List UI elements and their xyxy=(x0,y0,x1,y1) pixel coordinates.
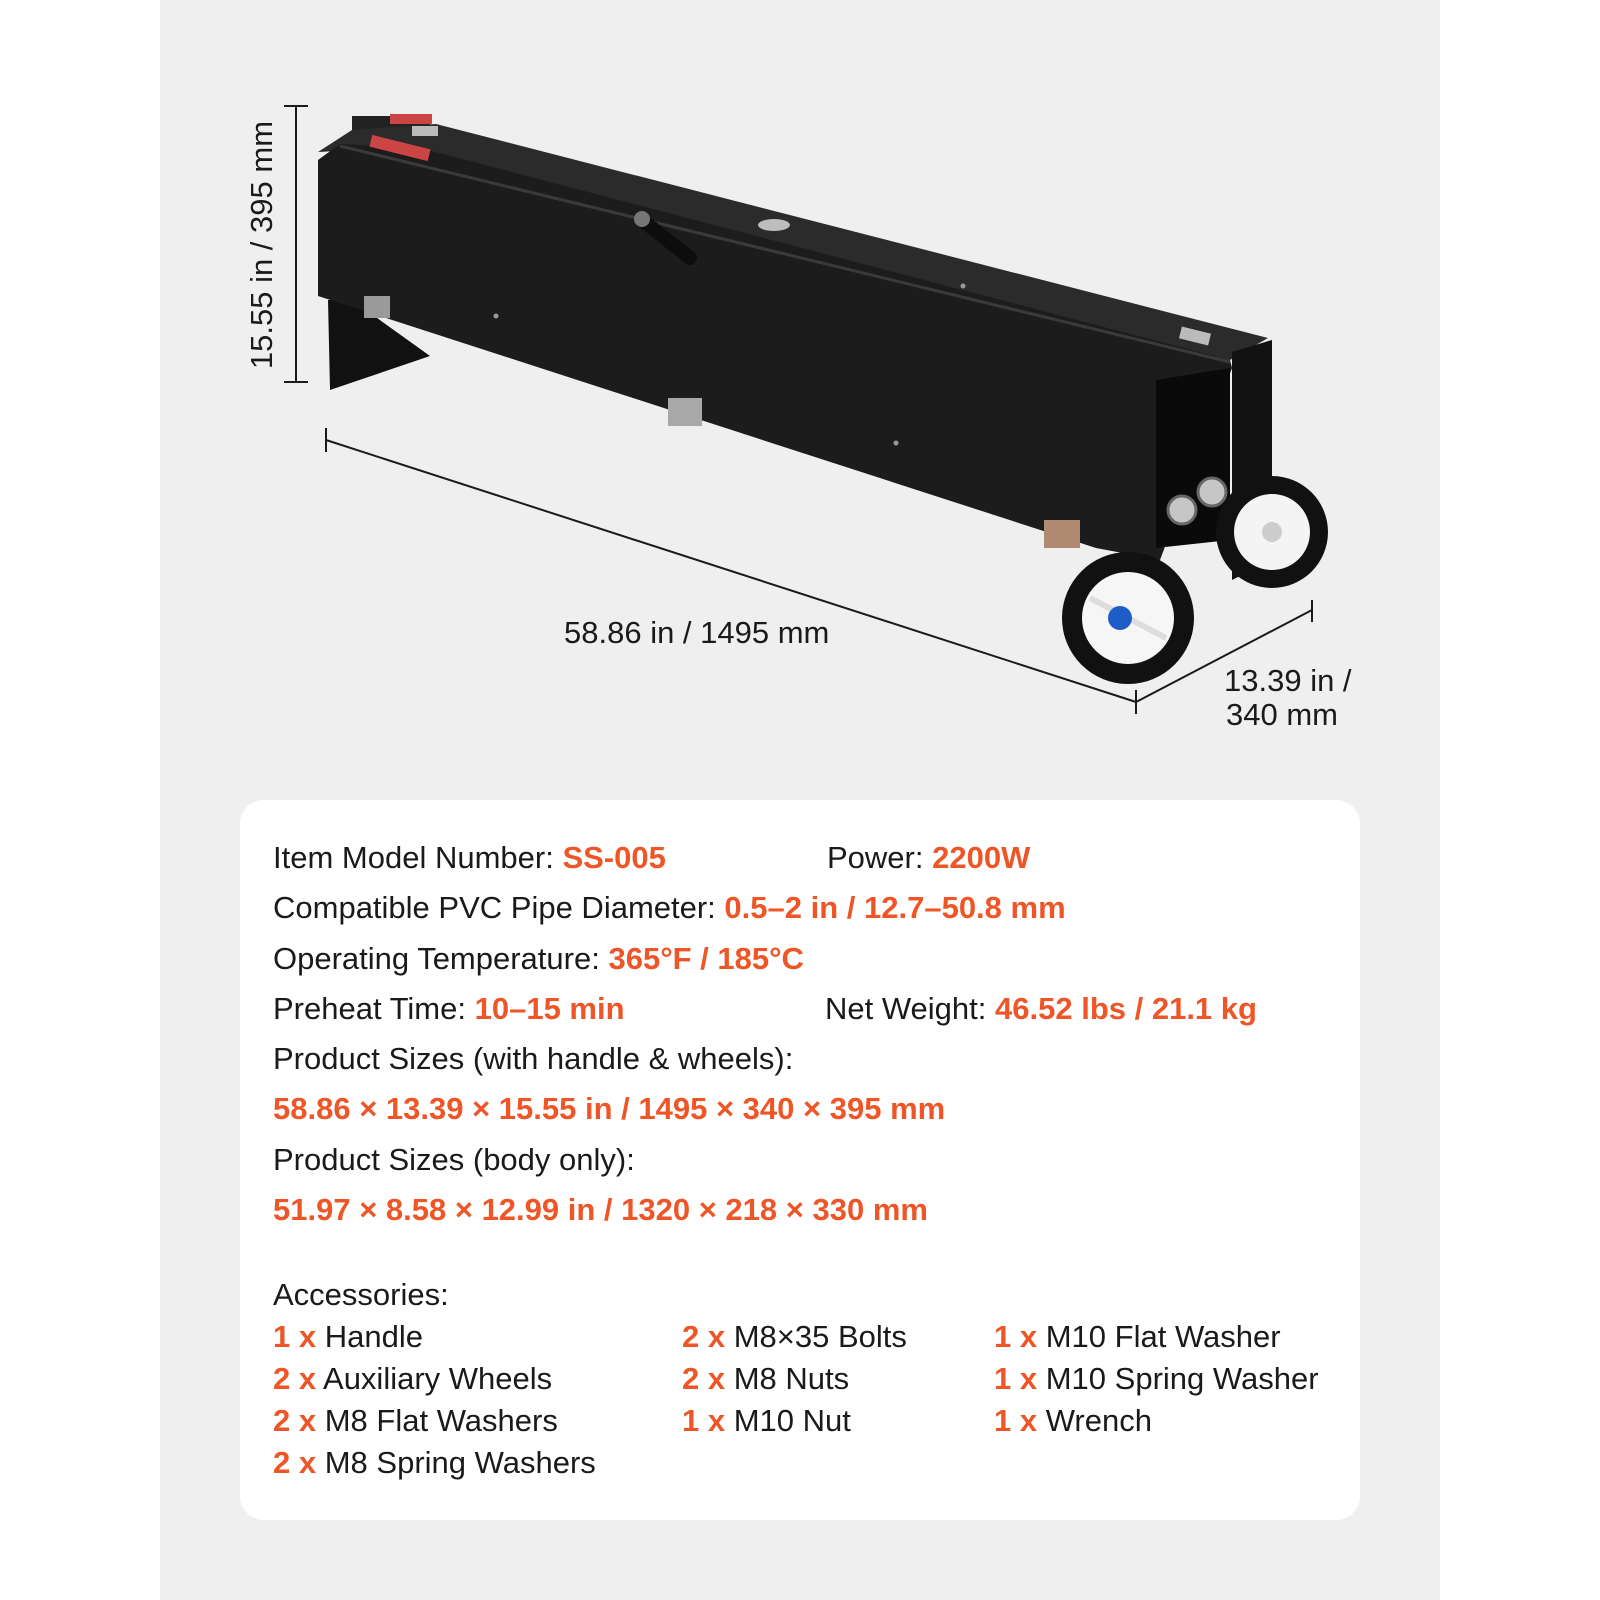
preheat-value: 10–15 min xyxy=(474,991,625,1026)
size-full-value: 58.86 × 13.39 × 15.55 in / 1495 × 340 × 395 mm xyxy=(273,1091,946,1126)
height-dimension-text xyxy=(245,115,279,375)
accessory-qty: 2 x xyxy=(273,1445,317,1480)
power-value: 2200W xyxy=(932,840,1031,875)
accessory-name: M10 Flat Washer xyxy=(1045,1319,1281,1354)
model-value: SS-005 xyxy=(562,840,666,875)
accessory-qty: 1 x xyxy=(994,1319,1038,1354)
accessory-item xyxy=(994,1361,1319,1397)
accessory-item xyxy=(273,1319,423,1355)
machine-front-face xyxy=(318,144,1232,560)
accessory-item xyxy=(682,1319,907,1355)
accessories-title: Accessories: xyxy=(273,1277,449,1312)
accessory-name: M10 Nut xyxy=(733,1403,851,1438)
accessory-qty: 2 x xyxy=(682,1319,726,1354)
accessory-item xyxy=(273,1445,596,1481)
preheat-row xyxy=(273,991,625,1027)
weight-row xyxy=(825,991,1257,1027)
accessory-item xyxy=(682,1361,849,1397)
accessory-name: M8 Spring Washers xyxy=(324,1445,596,1480)
accessory-qty: 1 x xyxy=(273,1319,317,1354)
size-body-label: Product Sizes (body only): xyxy=(273,1142,635,1177)
accessory-qty: 1 x xyxy=(994,1361,1038,1396)
accessory-qty: 2 x xyxy=(273,1403,317,1438)
rear-wheel xyxy=(1216,476,1328,588)
power-label: Power: xyxy=(827,840,924,875)
model-row xyxy=(273,840,666,876)
accessory-qty: 1 x xyxy=(994,1403,1038,1438)
spec-card xyxy=(240,800,1360,1520)
accessory-qty: 1 x xyxy=(682,1403,726,1438)
front-wheel xyxy=(1062,552,1194,684)
accessory-name: Handle xyxy=(324,1319,423,1354)
accessory-name: M8×35 Bolts xyxy=(733,1319,907,1354)
pipe-label: Compatible PVC Pipe Diameter: xyxy=(273,890,716,925)
height-dimension-line xyxy=(284,106,308,382)
accessory-name: M8 Flat Washers xyxy=(324,1403,558,1438)
accessory-item xyxy=(273,1403,558,1439)
weight-label: Net Weight: xyxy=(825,991,987,1026)
pipe-value: 0.5–2 in / 12.7–50.8 mm xyxy=(724,890,1066,925)
preheat-label: Preheat Time: xyxy=(273,991,466,1026)
size-body-value: 51.97 × 8.58 × 12.99 in / 1320 × 218 × 330 mm xyxy=(273,1192,928,1227)
accessory-qty: 2 x xyxy=(273,1361,317,1396)
accessory-item xyxy=(682,1403,851,1439)
model-label: Item Model Number: xyxy=(273,840,554,875)
pipe-row xyxy=(273,890,1066,926)
accessory-name: M8 Nuts xyxy=(733,1361,850,1396)
length-dimension-label: 58.86 in / 1495 mm xyxy=(564,615,830,650)
height-dimension-value: 15.55 in / 395 mm xyxy=(243,120,279,370)
depth-dimension-label-line2: 340 mm xyxy=(1226,697,1338,732)
accessory-item xyxy=(994,1403,1152,1439)
accessory-name: M10 Spring Washer xyxy=(1045,1361,1319,1396)
power-row xyxy=(827,840,1030,876)
accessory-name: Wrench xyxy=(1045,1403,1152,1438)
temp-row xyxy=(273,941,804,977)
weight-value: 46.52 lbs / 21.1 kg xyxy=(995,991,1257,1026)
depth-dimension-label-line1: 13.39 in / xyxy=(1224,663,1352,698)
temp-label: Operating Temperature: xyxy=(273,941,600,976)
accessory-qty: 2 x xyxy=(682,1361,726,1396)
size-full-label: Product Sizes (with handle & wheels): xyxy=(273,1041,794,1076)
temp-value: 365°F / 185°C xyxy=(608,941,804,976)
accessory-name: Auxiliary Wheels xyxy=(323,1361,553,1396)
accessory-item xyxy=(273,1361,552,1397)
accessory-item xyxy=(994,1319,1281,1355)
